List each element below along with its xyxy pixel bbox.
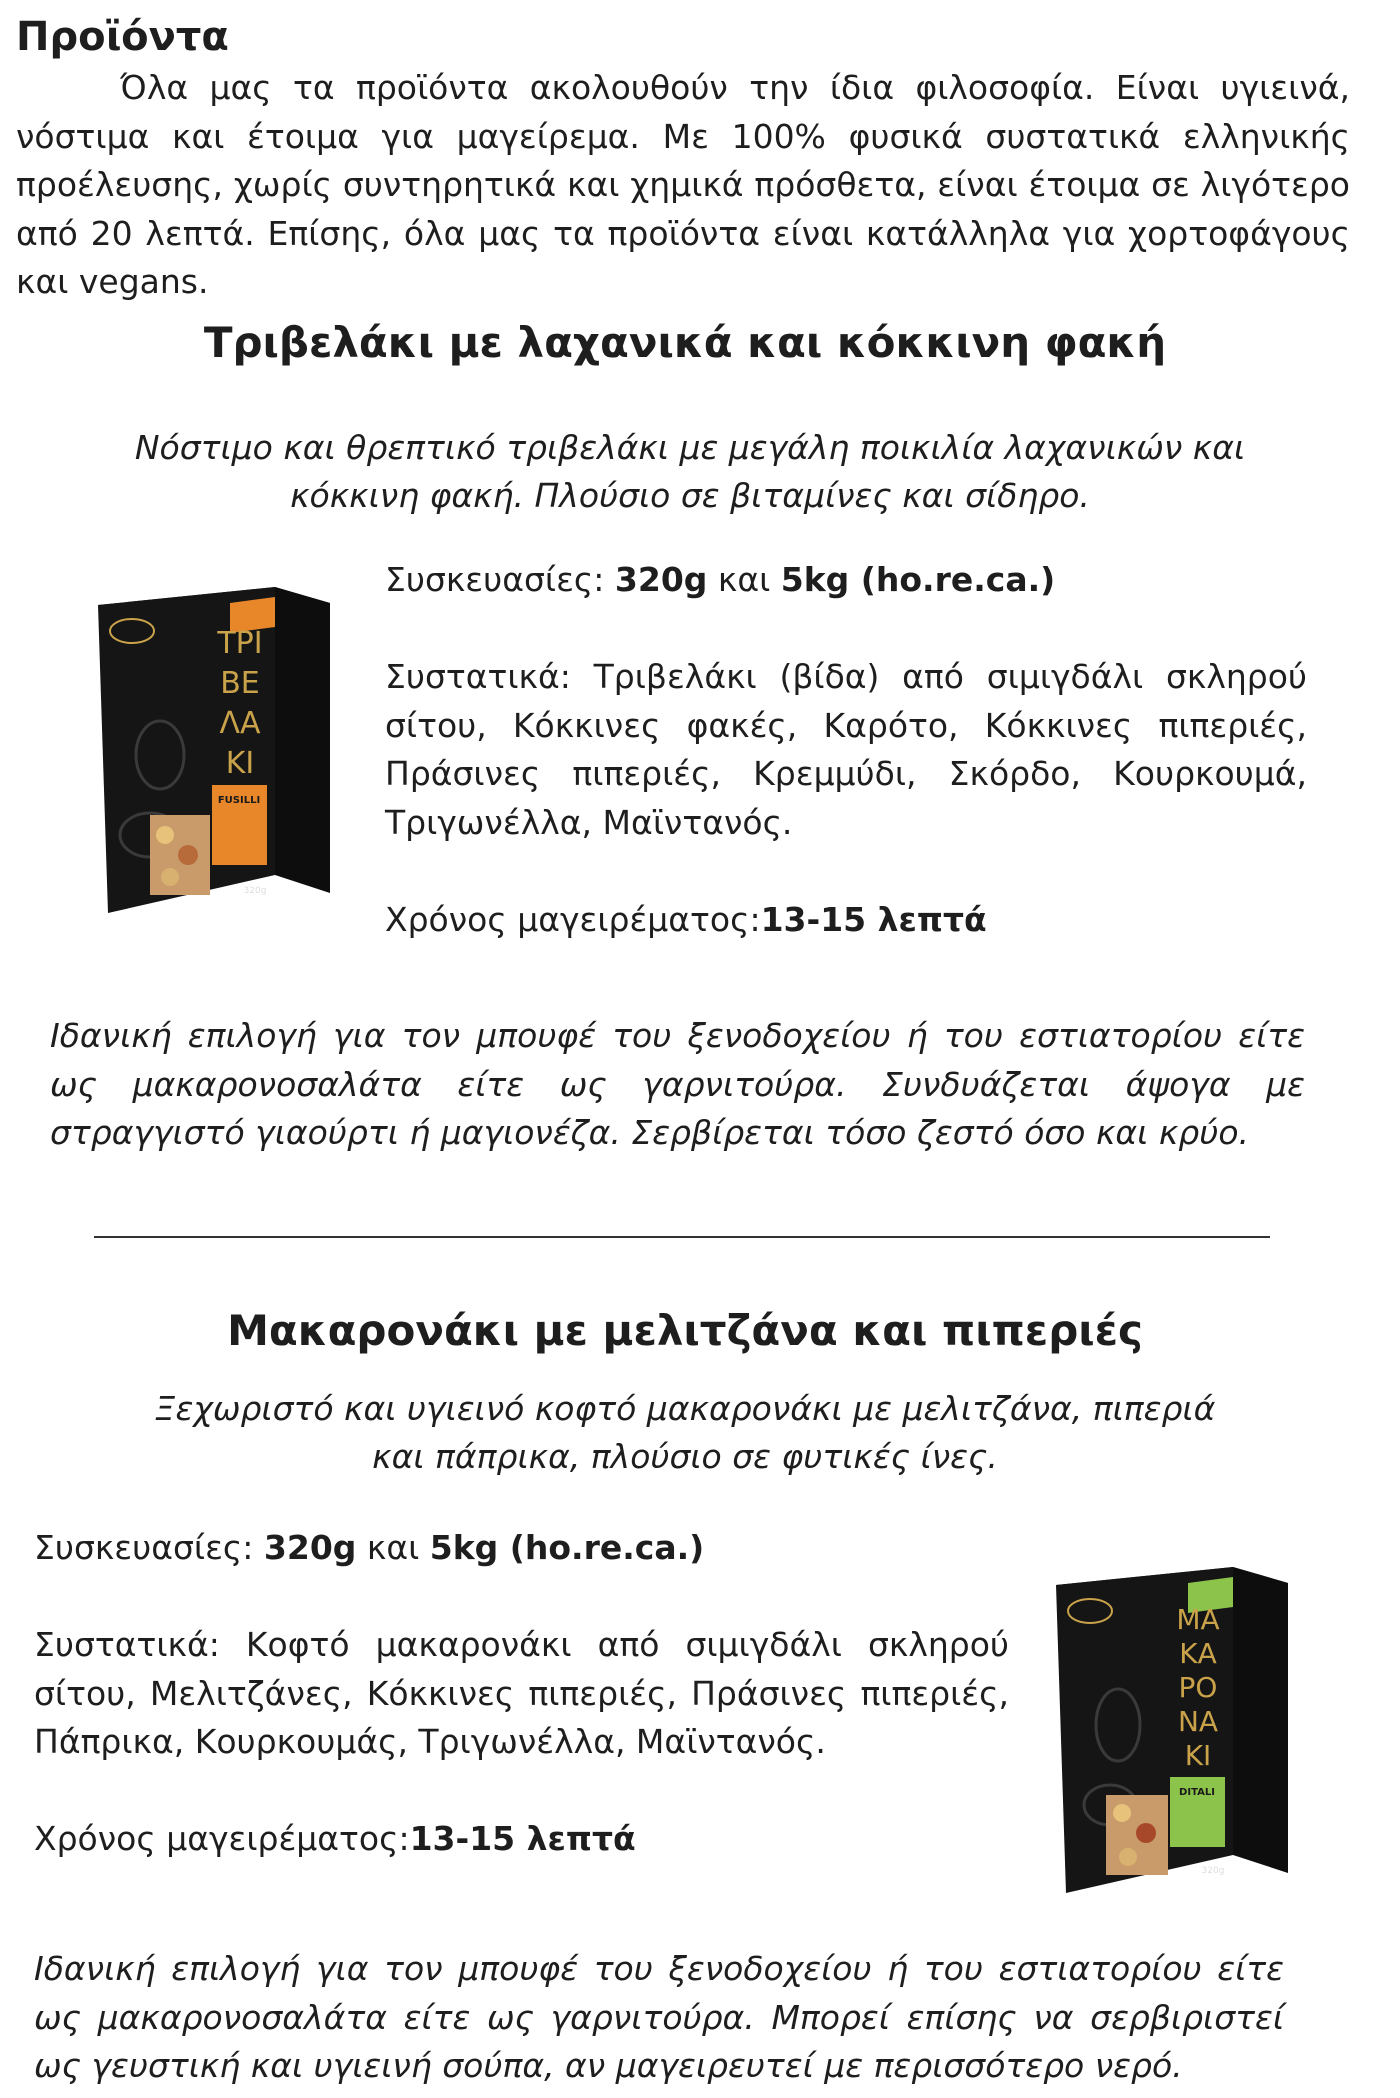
product-1-ingredients: Συστατικά: Τριβελάκι (βίδα) από σιμιγδάλι σκληρού σίτου, Κόκκινες φακές, Καρότο, Κόκκινες πιπεριές, Πράσινες πιπεριές, Κρεμμύδι, Σκόρδο, Κουρκουμά, Τριγωνέλλα, Μαϊντανός. — [385, 657, 1307, 842]
product-1-box-letters-4: ΚΙ — [225, 746, 255, 781]
product-2-box-letters-1: ΜΑ — [1176, 1603, 1220, 1636]
product-2-info — [34, 1524, 1009, 1864]
cooking-value: 13-15 λεπτά — [409, 1819, 636, 1858]
cooking-value: 13-15 λεπτά — [760, 899, 987, 939]
packaging-value-1: 320g — [263, 1528, 357, 1567]
product-1-box-letters-1: ΤΡΙ — [217, 626, 263, 661]
page-title: Προϊόντα — [16, 14, 229, 60]
packaging-value-2: 5kg (ho.re.ca.) — [780, 560, 1056, 599]
product-2-description: Ξεχωριστό και υγιεινό κοφτό μακαρονάκι με μελιτζάνα, πιπεριά και πάπρικα, πλούσιο σε φυτικές ίνες. — [154, 1389, 1216, 1476]
product-2-title: Μακαρονάκι με μελιτζάνα και πιπεριές — [227, 1306, 1143, 1355]
product-2-cooking-time — [34, 1815, 1009, 1864]
section-divider — [94, 1236, 1270, 1238]
product-2-box-letters-4: ΝΑ — [1177, 1705, 1219, 1738]
product-2-box-weight: 320g — [1201, 1866, 1225, 1876]
product-1-box-weight: 320g — [243, 886, 267, 896]
product-1-box-letters-3: ΛΑ — [219, 706, 261, 741]
product-1-description: Νόστιμο και θρεπτικό τριβελάκι με μεγάλη ποικιλία λαχανικών και κόκκινη φακή. Πλούσιο σε βιταμίνες και σίδηρο. — [134, 428, 1246, 515]
packaging-label: Συσκευασίες: — [385, 560, 615, 599]
product-1-title: Τριβελάκι με λαχανικά και κόκκινη φακή — [203, 318, 1167, 367]
product-1-packaging — [385, 556, 1307, 605]
packaging-value-1: 320g — [614, 560, 708, 599]
product-2-box-letters-3: ΡΟ — [1178, 1671, 1218, 1704]
cooking-label: Χρόνος μαγειρέματος: — [34, 1819, 410, 1858]
product-1-box-letters-2: ΒΕ — [220, 666, 260, 701]
product-2-box-image — [1048, 1555, 1298, 1905]
product-1-serving: Ιδανική επιλογή για τον μπουφέ του ξενοδοχείου ή του εστιατορίου είτε ως μακαρονοσαλάτα είτε ως γαρνιτούρα. Συνδυάζεται άψογα με στραγγιστό γιαούρτι ή μαγιονέζα. Σερβίρεται τόσο ζεστό όσο και κρύο. — [50, 1016, 1305, 1152]
product-2-ingredients: Συστατικά: Κοφτό μακαρονάκι από σιμιγδάλι σκληρού σίτου, Μελιτζάνες, Κόκκινες πιπεριές, Πράσινες πιπεριές, Πάπρικα, Κουρκουμάς, Τριγωνέλλα, Μαϊντανός. — [34, 1625, 1009, 1761]
product-2-box-letters-5: ΚΙ — [1184, 1739, 1212, 1772]
product-1-info — [385, 556, 1307, 944]
intro-paragraph — [16, 64, 1350, 307]
cooking-label: Χρόνος μαγειρέματος: — [385, 899, 761, 939]
packaging-label: Συσκευασίες: — [34, 1528, 264, 1567]
product-2-box-variety: DITALI — [1179, 1787, 1215, 1798]
packaging-and: και — [356, 1528, 430, 1567]
packaging-value-2: 5kg (ho.re.ca.) — [429, 1528, 705, 1567]
product-2-packaging — [34, 1524, 1009, 1573]
product-1-cooking-time — [385, 896, 1307, 945]
product-1-box-image — [90, 575, 340, 925]
product-2-box-letters-2: ΚΑ — [1179, 1637, 1217, 1670]
intro-text: Όλα μας τα προϊόντα ακολουθούν την ίδια φιλοσοφία. Είναι υγιεινά, νόστιμα και έτοιμα για μαγείρεμα. Με 100% φυσικά συστατικά ελληνικής προέλευσης, χωρίς συντηρητικά και χημικά πρόσθετα, είναι έτοιμα σε λιγότερο από 20 λεπτά. Επίσης, όλα μας τα προϊόντα είναι κατάλληλα για χορτοφάγους και vegans. — [16, 68, 1350, 301]
packaging-and: και — [707, 560, 781, 599]
product-1-box-variety: FUSILLI — [217, 795, 261, 806]
product-2-serving: Ιδανική επιλογή για τον μπουφέ του ξενοδοχείου ή του εστιατορίου είτε ως μακαρονοσαλάτα είτε ως γαρνιτούρα. Μπορεί επίσης να σερβιριστεί ως γευστική και υγιεινή σούπα, αν μαγειρευτεί με περισσότερο νερό. — [34, 1949, 1284, 2085]
